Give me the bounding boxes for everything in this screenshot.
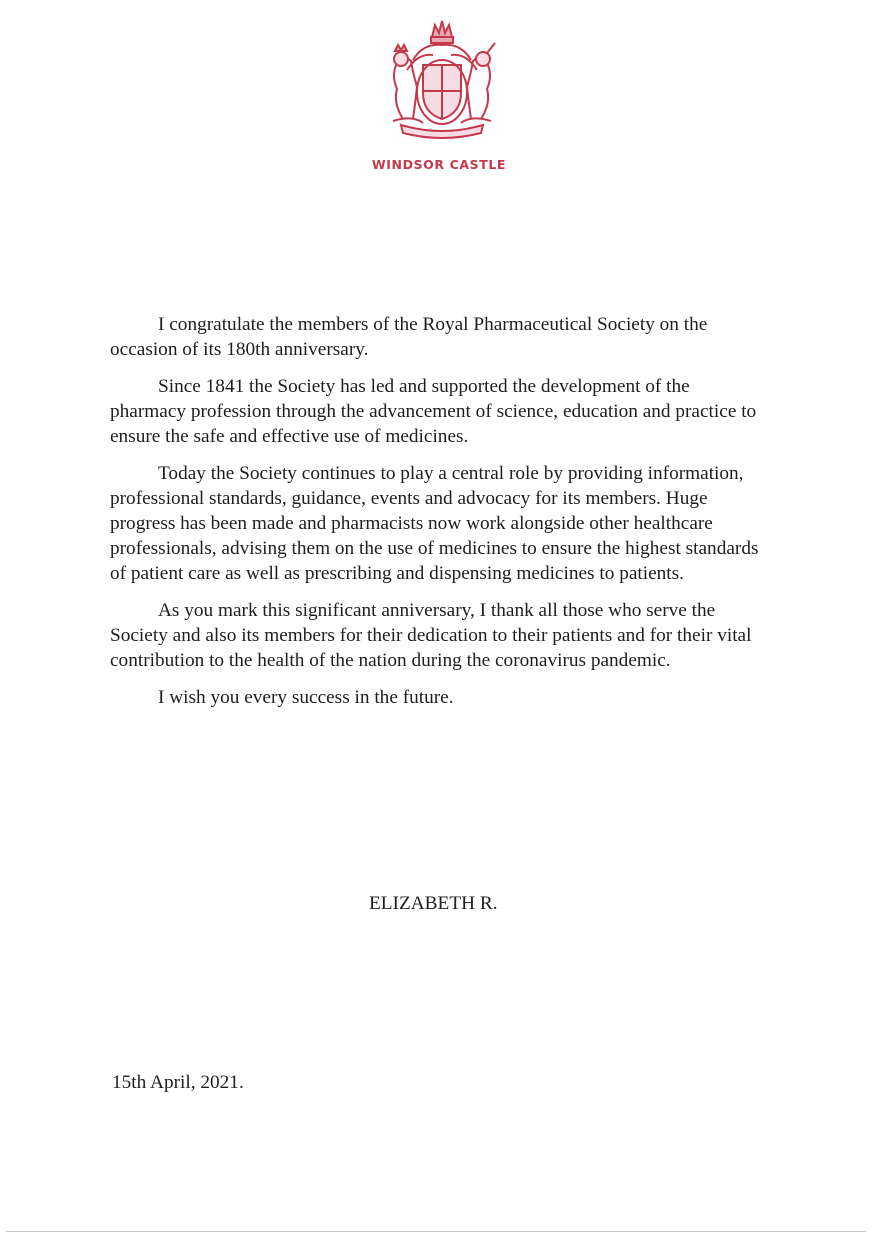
letter-paragraph: I congratulate the members of the Royal Pharmaceutical Society on the occasion of its 180th anniversary.	[110, 314, 708, 360]
letter-body	[110, 312, 770, 722]
royal-coat-of-arms-icon	[383, 15, 501, 140]
letter-paragraph: Since 1841 the Society has led and supported the development of the pharmacy profession through the advancement of science, education and practice to ensure the safe and effective use of medicines.	[110, 376, 757, 447]
signature: ELIZABETH R.	[369, 893, 498, 914]
letter-date: 15th April, 2021.	[112, 1072, 244, 1093]
letter-paragraph: I wish you every success in the future.	[158, 687, 454, 708]
letterhead-address: WINDSOR CASTLE	[371, 157, 507, 172]
letter-paragraph: Today the Society continues to play a central role by providing information, professional standards, guidance, events and advocacy for its members. Huge progress has been made and pharmacists now work alongside other healthcare professionals, advising them on the use of medicines to ensure the highest standards of patient care as well as prescribing and dispensing medicines to patients.	[110, 463, 759, 584]
letter-paragraph: As you mark this significant anniversary, I thank all those who serve the Society and also its members for their dedication to their patients and for their vital contribution to the health of the nation during the coronavirus pandemic.	[110, 600, 752, 671]
page-bottom-rule	[6, 1231, 866, 1232]
